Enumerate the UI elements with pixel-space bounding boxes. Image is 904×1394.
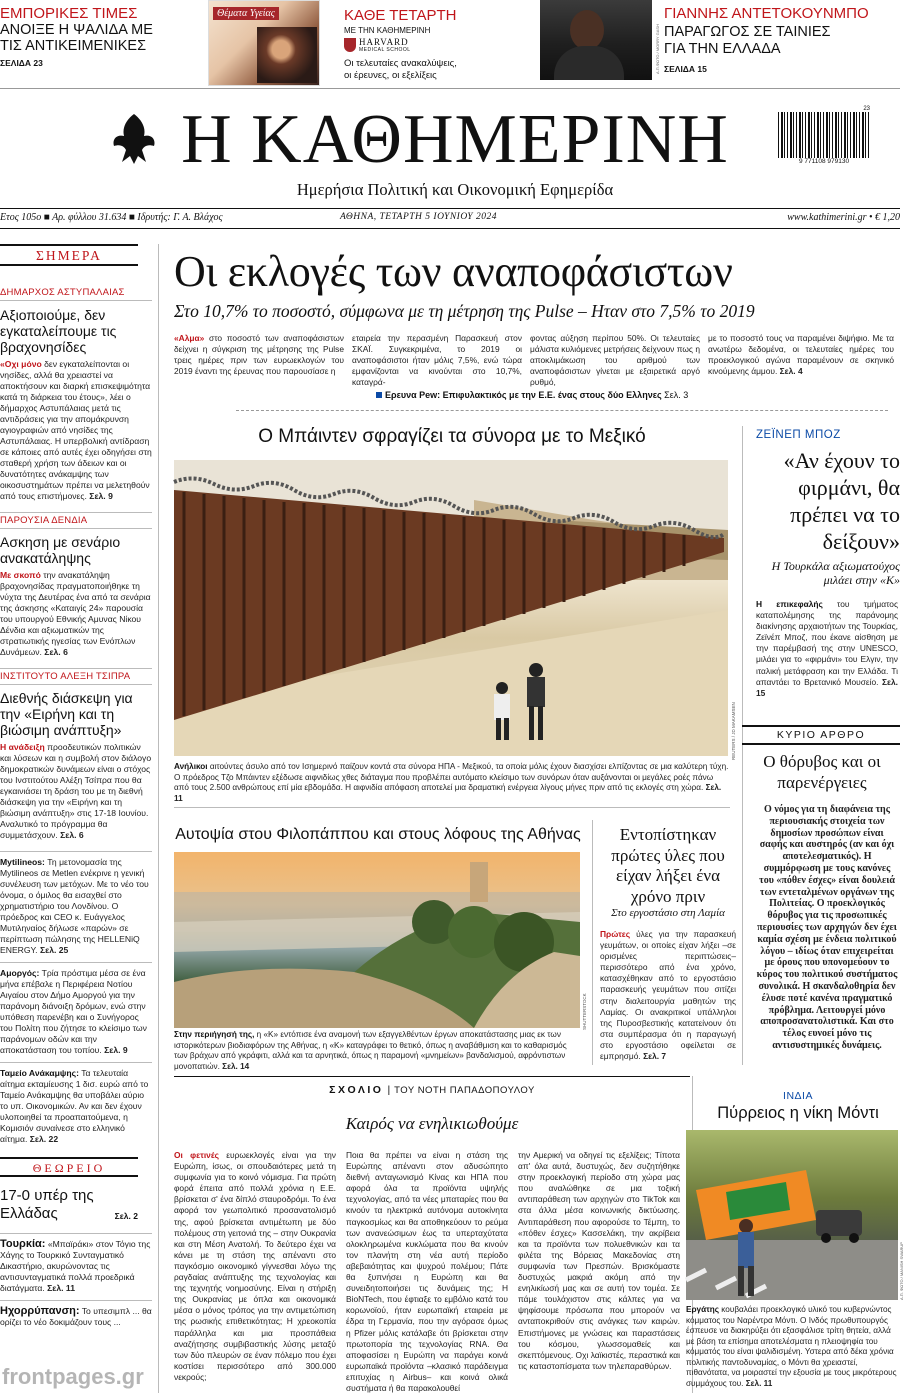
masthead-left-info: Ετος 105ο ■ Αρ. φύλλου 31.634 ■ Ιδρυτής: Γ. Α. Βλάχος [0,212,223,223]
india-photo-credit: Α.Π. ΦΩΤΟ / MANISH SWARUP [899,1242,904,1300]
column-top-rule [174,1076,690,1077]
masthead-subtitle: Ημερήσια Πολιτική και Οικονομική Εφημερίδα [296,180,614,199]
sidebar-story-2-headline[interactable]: Ασκηση με σενάριο ανακατάληψης [0,534,121,566]
teaser-giannis-line2: ΓΙΑ ΤΗΝ ΕΛΛΑΔΑ [664,41,781,57]
editorial-header: ΚΥΡΙΟ ΑΡΘΡΟ [742,725,900,745]
teaser-health[interactable] [208,0,458,86]
teaser-giannis[interactable] [540,0,900,86]
teaser-prices-page: ΣΕΛΙΔΑ 23 [0,58,43,68]
theoreio-page: Σελ. 2 [114,1211,138,1221]
editorial-body: Ο νόμος για τη διαφάνεια της περιουσιακής στοιχεία των δημοσίων προσώπων είναι σαφής και αυστηρός (αν και όχι αποτελεσματικός). Η συμμόρφωση με τους κανόνες του «πόθεν έσχες» είναι δουλειά των εντεταλμένων οργάνων της Πολιτείας. Ο προεκλογικός θόρυβος για τις προσωπικές περιουσίες των αρχηγών δεν έχει καμία σχέση με ένδεια πολιτικού λόγου – ιδίως όταν επιχειρείται με όρους που υπονομεύουν το κύρος του πολιτικού συστήματος συνολικά. Η σκανδαλοθηρία δεν έλυσε ποτέ κανένα πραγματικό πρόβλημα. Λειτουργεί μόνο αποπροσανατολιστικά. Και στο τέλος ευνοεί μόνο τις αντισυστημικές δυνάμεις. [756,804,898,1051]
health-magazine-cover [208,0,320,86]
india-cat: ΙΝΔΙΑ [783,1090,813,1102]
sidebar [0,244,152,1393]
sidebar-story-3-headline[interactable]: Διεθνής διάσκεψη για την «Ειρήνη και τη βιώσιμη ανάπτυξη» [0,690,133,738]
barcode [778,106,870,168]
filopappou-photo [174,852,580,1028]
column-col-1: Οι φετινές ευρωεκλογές είναι για την Ευρώπη, ίσως, οι σπουδαιότερες μετά τη συμφωνία για το κοινό νόμισμα. Για πρώτη φορά έπειτα από πολλά χρόνια η Ε.Ε. βρίσκεται σ' ένα δίπλό σταυροδρόμι. Το ένα αφορά τον γεωπολιτικό προσανατολισμό της, αφού βρίσκεται αντιμέτωπη με δύο πολέμους στη γειτονιά της – στην Ουκρανία και στη Μέση Ανατολή. Το δεύτερο έχει να κάνει με τη στάση της απέναντι στο παγκόσμιο οικονομικό γίγνεσθαι λόγω της ραγδαίας ανάπτυξης της τεχνολογίας και της τεχνητής νοημοσύνης. Είναι η στήριξη της Ουκρανίας με όπλα και οικονομικά μέσα ο μόνος τρόπος για την αντιμετώπιση της ρωσικής επιθετικότητας; Η χρεοκοπία παράλληλα και μια προσπάθεια αναζήτησης συμβιβαστικής λύσης μεταξύ των δύο πλευρών σε έναν πόλεμο που έχει κοστίσει περισσότερο από 300.000 νεκρούς; [174,1150,336,1382]
lead-bottom-rule [236,410,888,411]
sidebar-story-2-body: Με σκοπό την ανακατάληψη βραχονησίδας πραγματοποιήθηκε τη νύχτα της Δευτέρας ένα από τα σενάρια της άσκησης «Καταιγίς 24» παρουσία του υπουργού Εθνικής Αμυνας Νίκου Δένδια και αξιωματικών της στρατιωτικής ηγεσίας των Ενόπλων Δυνάμεων. Σελ. 6 [0,570,151,657]
column-col-2: Ποια θα πρέπει να είναι η στάση της Ευρώπης απέναντι στον αδυσώπητο διεθνή ανταγωνισμό Κίνας και ΗΠΑ που αφορά όλα τα προϊόντα υψηλής τεχνολογίας, από τα νέες μπαταρίες που θα κινούν τα ηλεκτρικά αυτόνομα αυτοκίνητα παγκοσμίως και θα αποθηκεύουν το ρεύμα των ανανεώσιμων έως τα υπερταχύτατα ολοκληρωμένα κυκλώματα που θα κινούν τον πλανήτη στη νέα αυτή περίοδο αβεβαιότητας και ψυχρού πολέμου; Πάτε θα ξυπνήσει η Ευρώπη και θα συνειδητοποιήσει τις δυνάμεις της; Η BioNTech, που έφτιαξε το εμβόλιο κατά του κορωνοϊού, ήταν ευρωπαϊκή εταιρεία με έδρα τη Γερμανία, που την αγόρασε όμως η Pfizer μόλις κατάλαβε ότι βρίσκεται στην πρωτοπορία της τεχνολογίας RNA. Θα αποφασίσει η Ευρώπη να παράγει κοινά ευρωπαϊκά προϊόντα –κλασικό παράδειγμα επιτυχίας η Airbus– και κοινά ολικά συστήματα ή θα παρακολουθεί [346,1150,508,1393]
barcode-number: 9 771108 979130 [778,158,870,165]
teaser-health-title: ΚΑΘΕ ΤΕΤΑΡΤΗ [344,7,457,24]
health-cover-photo [257,27,317,83]
teaser-prices-title: ΕΜΠΟΡΙΚΕΣ ΤΙΜΕΣ [0,5,138,22]
border-caption: Ανήλικοι αιτούντες άσυλο από τον Ισημερινό παίζουν κοντά στα σύνορα ΗΠΑ - Μεξικού, τα οποία μόλις έχουν διασχίσει ελπίζοντας σε μια καλύτερη τύχη. Ο πρόεδρος Τζο Μπάιντεν εξέδωσε αιφνιδίως χθες διάταγμα που προβλέπει αυτόματο κλείσιμο των συνόρων όταν αυξάνονται οι μεγάλες ροές πάνω από τους 2.500 ανθρώπους επί μία εβδομάδα. Η αιφνιδία απόφαση αποτελεί μια δραματική ενέργεια λίγους μήνες πριν από τις εκλογές στη χώρα. Σελ. 11 [174,762,729,803]
india-headline[interactable]: Πύρρειος η νίκη Μόντι [717,1104,879,1122]
sidebar-header: ΣΗΜΕΡΑ [0,244,138,266]
oils-body: Πρώτες ύλες για την παρασκευή γευμάτων, οι οποίες είχαν λήξει –σε ορισμένες περιπτώσεις– περισσότερο από ένα χρόνο, κατασχέθηκαν από το εργοστάσιο παρασκευής γευμάτων που σιτίζει στην διαλειτουργία μαθητών της Λαμίας. Οι ανακριτικοί υπάλληλοι της Πυροσβεστικής κατατείνουν ότι στα συμπέρασμα ότι η παραγωγή στο εργοστάσιο οφείλεται σε εμπρησμό. Σελ. 7 [600,929,736,1062]
lead-col-2: εταιρεία την περασμένη Παρασκευή στον ΣΚΑΪ. Συγκεκριμένα, το 2019 οι αναποφάσιστοι ήταν μόλις 7,5%, ενώ τώρα εμφανίζονται να κινούνται στο 10,7%, καταγρά- [352,333,522,388]
top-rule [0,88,900,89]
info-rule-bottom [0,228,900,229]
sidebar-story-1-headline[interactable]: Αξιοποιούμε, δεν εγκαταλείπουμε τις βραχονησίδες [0,307,117,355]
sidebar-brief-3[interactable]: Ταμείο Ανάκαμψης: Τα τελευταία αίτημα εκταμίευσης 1 δισ. ευρώ από το Ταμείο Ανάκαμψης θα υποβάλει αύριο το υπ. Οικονομικών. Αν και δεν έχουν υλοποιηθεί τα προαπαιτούμενα, η Κομισιόν συναίνεσε στο ελληνικό αίτημα. Σελ. 22 [0,1062,152,1145]
masthead-title: Η ΚΑΘΗΜΕΡΙΝΗ [181,101,729,178]
border-photo [174,460,728,756]
lead-col-3: φοντας αύξηση περίπου 50%. Οι τελευταίες μάλιστα κυλιόμενες μετρήσεις δείχνουν πως η αποκλιμάκωση του αριθμού των αναποφάσιστων γίνεται με εξαιρετικά αργό ρυθμό, [530,333,700,388]
filopappou-divider [592,820,593,1065]
border-photo-credit: REUTERS / JD MAKAMSEN [731,702,736,760]
masthead-date: ΑΘΗΝΑ, ΤΕΤΑΡΤΗ 5 ΙΟΥΝΙΟΥ 2024 [340,212,497,222]
interview-author: ΖΕΪΝΕΠ ΜΠΟΖ [756,429,841,441]
lead-reference[interactable]: Ερευνα Pew: Επιφυλακτικός με την Ε.Ε. ένας στους δύο Ελληνες Σελ. 3 [376,390,688,400]
column-headline[interactable]: Καιρός να ενηλικιωθούμε [345,1114,519,1133]
sidebar-divider [158,244,159,1393]
india-photo [686,1130,898,1300]
column-col-3: την Αμερική να οδηγεί τις εξελίξεις; Τίποτα απ' όλα αυτά, δυστυχώς, δεν συζητήθηκε στην προεκλογική περίοδο στη χώρα μας που αναλώθηκε σε μια τοξική αντιπαράθεση των αρχηγών στο TikTok και στα άλλα μέσα κοινωνικής δικτύωσης. Αντιπαράθεση που αφορούσε το Τέμπη, το «πόθεν έσχες» Κασσελάκη, την ακρίβεια και τα προϊόντα των πολυεθνικών και τα φιλέτα της Βόρειας Μακεδονίας στη συμφωνία των Πρεσπών. Βρισκόμαστε δυστυχώς μακριά ακόμη από την ενηλικίωσή μας και σε αυτή τον τομέα. Σε πάμε τουλάχιστον στις κάλπες για να ψηφίσουμε πρόσωπα που μπορούν να ανταποκριθούν στις ανάγκες των καιρών. Επιστήμονες με γνώσεις και παραστάσεις του κόσμου, γλωσσομαθείς και σκεπτόμενους. Οχι λαϊκιστές, περαστικά και τις καταστοπίσματα των τηλεπαραθύρων. [518,1150,680,1371]
teaser-giannis-line1: ΠΑΡΑΓΩΓΟΣ ΣΕ ΤΑΙΝΙΕΣ [664,24,831,40]
column-byline: ΣΧΟΛΙΟ | ΤΟΥ ΝΟΤΗ ΠΑΠΑΔΟΠΟΥΛΟΥ [329,1084,535,1096]
sidebar-bottom-brief-2[interactable]: Ηχορρύπανση: Το υπεσιμπλ ... θα ορίζει το νέο δοκιμάζουν τους ... [0,1300,152,1328]
editorial-divider [742,745,743,1065]
sidebar-bottom-brief-1[interactable]: Τουρκία: «Μπαϊράκι» στον Τόγιο της Χάγης το Τουρκικό Συνταγματικό Δικαστήριο, ακυρώνοντας τις αντισυνταγματικά πολλά προεδρικά διατάγματα. Σελ. 11 [0,1233,152,1294]
teaser-health-line2: οι έρευνες, οι εξελίξεις [344,70,437,81]
india-caption: Εργάτης κουβαλάει προεκλογικό υλικό του κυβερνώντος κόμματος του Ναρέντρα Μόντι. Ο Ινδός πρωθυπουργός έσπευσε να διακηρύξει ότι εξασφάλισε τρίτη θητεία, αλλά με βάση τα επίσημα αποτελέσματα η πλειοψηφία του κόμματός του είναι ψαλιδισμένη. Υστερα από δέκα χρόνια πολιτικής παντοδυναμίας, ο Μόντι θα χρειαστεί, πιθανότατα, να μοιραστεί την εξουσία με τους μικρότερους συμμάχους του. Σελ. 11 [686,1305,897,1388]
teaser-prices-line1: ΑΝΟΙΞΕ Η ΨΑΛΙΔΑ ΜΕ [0,22,153,38]
filopappou-headline[interactable]: Αυτοψία στου Φιλοπάππου και στους λόφους της Αθήνας [175,826,581,843]
sidebar-story-3-body: Η ανάδειξη προοδευτικών πολιτικών και λύσεων και η συμβολή στον διάλογο δημοκρατικών δυνάμεων είναι ο στόχος του Ινστιτούτου Αλέξη Τσίπρα που θα εγκαινιάσει τη δράση του με τη διεθνή διάσκεψη για την «Ειρήνη και τη βιώσιμη ανάπτυξη» στις 17-18 Ιουνίου. Αναλυτικό το πρόγραμμα θα συμμετάσχουν. Σελ. 6 [0,742,152,840]
lead-col-1: «Αλμα» στο ποσοστό των αναποφάσιστων δείχνει η σύγκριση της μέτρησης της Pulse τρεις ημέρες πριν των ευρωεκλογών του 2019 έναντι της έρευνας που παρουσίασε η [174,333,344,377]
health-magazine-title: Θέματα Υγείας [213,7,279,20]
theoreio-header: ΘΕΩΡΕΙΟ [0,1157,138,1177]
filopappou-landscape [174,852,580,1028]
filopappou-caption: Στην περιήγησή της, η «Κ» εντόπισε ένα αναμονή των εξαγγελθέντων έργων αποκατάστασης μιας εκ των ιστορικότερων βιοδιαφόρων της Αθήνας, η «Κ» καταγράφει το θετικό, όπως η αναβάθμιση και το καθαρισμός των βράχων από γκράφιτι, αλλά και τα αρνητικά, όπως η παραμονή «μνημείων» βανδαλισμού, αφρόντιστων μονοπατιών. Σελ. 14 [174,1030,567,1071]
sidebar-story-3-cat: ΙΝΣΤΙΤΟΥΤΟ ΑΛΕΞΗ ΤΣΙΠΡΑ [0,668,152,685]
harvard-label: HARVARD [359,37,409,47]
sidebar-story-1-cat: ΔΗΜΑΡΧΟΣ ΑΣΤΥΠΑΛΑΙΑΣ [0,287,152,301]
info-rule-top [0,208,900,209]
teaser-giannis-title: ΓΙΑΝΝΗΣ ΑΝΤΕΤΟΚΟΥΝΜΠΟ [664,5,869,22]
sidebar-brief-2[interactable]: Αμοργός: Τρία πρόστιμα μέσα σε ένα μήνα επέβαλε η Περιφέρεια Νοτίου Αιγαίου στον Δήμο Αμοργού για την παράνομη διάνοιξη δρόμων, ενώ στην υπόθεση παρενέβη και ο Συνήγορος του Πολίτη που ζήτησε το κλείσιμο των παράνομων οδών και την αποκατάσταση του τοπίου. Σελ. 9 [0,962,152,1056]
masthead-right-info: www.kathimerini.gr • € 1,20 [787,212,900,223]
oils-subhead: Στο εργοστάσιο στη Λαμία [611,907,725,919]
filopappou-top-rule [174,807,730,808]
harvard-school: MEDICAL SCHOOL [359,47,411,53]
teaser-health-line1: Οι τελευταίες ανακαλύψεις, [344,58,457,69]
watermark: frontpages.gr [2,1364,144,1389]
editorial-headline[interactable]: Ο θόρυβος και οι παρενέργειες [763,752,881,792]
square-bullet-icon [376,392,382,398]
barcode-issue-code: 23 [863,106,870,112]
border-divider [742,426,743,770]
teaser-giannis-page: ΣΕΛΙΔΑ 15 [664,64,707,74]
teaser-prices-line2: ΤΙΣ ΑΝΤΙΚΕΙΜΕΝΙΚΕΣ [0,38,147,54]
interview-subhead: Η Τουρκάλα αξιωματούχος μιλάει στην «Κ» [771,559,900,587]
sidebar-story-1-body: «Οχι μόνο δεν εγκαταλείπονται οι νησίδες, αλλά θα χρειαστεί να αποκτήσουν και διαρκή επισκεψιμότητα κατά τη διάρκεια του έτους», λέει ο δήμαρχος Αστυπάλαιας μετά τις αντιδράσεις για την απομάκρυνση αγιογραφιών από νησίδες της Αστυπάλαιας. Η υπερβολική αντίδραση σε κάποιες από αυτές έχει οδηγήσει στη σταθερή χρήση των άδειων και οι δυνατότητες ανάκαμψης των οικοσυστημάτων πρέπει να μελετηθούν από τους επιστήμονες. Σελ. 9 [0,359,152,501]
lead-col-4: με το ποσοστό τους να παραμένει διψήφιο. Με τα ανωτέρω δεδομένα, οι τελευταίες ημέρες του προεκλογικού αγώνα παραμένουν σε σκηνικό κινούμενης άμμου. Σελ. 4 [708,333,894,377]
interview-body: Η επικεφαλής του τμήματος καταπολέμησης της παράνομης διακίνησης αρχαιοτήτων της Τουρκίας, Ζεϊνέπ Μποζ, που έκανε αίσθηση με την παρέμβασή της στην UNESCO, μιλάει για το «φιρμάνι» του Ελγιν, την ιταλική μετάφραση και την Ελλάδα. Τι απαντάει το Βρετανικό Μουσείο. Σελ. 15 [756,599,898,698]
oils-headline[interactable]: Εντοπίστηκαν πρώτες ύλες που είχαν λήξει ένα χρόνο πριν [611,825,725,906]
theoreio-headline[interactable]: 17-0 υπέρ της Ελλάδας [0,1187,94,1222]
interview-headline[interactable]: «Αν έχουν το φιρμάνι, θα πρέπει να το δείξουν» [783,448,900,554]
harvard-shield-icon [344,38,356,52]
india-street-scene [686,1130,898,1300]
teaser-prices[interactable] [0,6,200,86]
giannis-photo-credit: Α.Π.ΦΩΤΟ / MORRY GASH [655,24,660,74]
lead-subhead: Στο 10,7% το ποσοστό, σύμφωνα με τη μέτρηση της Pulse – Ηταν στο 7,5% το 2019 [174,301,755,321]
filopappou-photo-credit: SHUTTERSTOCK [582,993,587,1030]
sidebar-story-2-cat: ΠΑΡΟΥΣΙΑ ΔΕΝΔΙΑ [0,512,152,529]
border-wall-illustration [174,460,728,756]
giannis-photo [540,0,652,80]
teaser-health-sub: ΜΕ ΤΗΝ ΚΑΘΗΜΕΡΙΝΗ [344,26,431,35]
border-headline[interactable]: Ο Μπάιντεν σφραγίζει τα σύνορα με το Μεξικό [258,426,646,447]
sidebar-brief-1[interactable]: Mytilineos: Τη μετονομασία της Mytilineos σε Metlen ενέκρινε η γενική συνέλευση των μετόχων. Με το νέο του όνομα, ο όμιλος θα εισαχθεί στο χρηματιστήριο του Λονδίνου. Ο πρόεδρος και CEO κ. Ευάγγελος Μυτιληναίος δήλωσε «παρών» σε περίπτωση πώλησης της HELLENiQ ENERGY. Σελ. 25 [0,851,152,956]
lead-headline[interactable]: Οι εκλογές των αναποφάσιστων [174,247,733,296]
